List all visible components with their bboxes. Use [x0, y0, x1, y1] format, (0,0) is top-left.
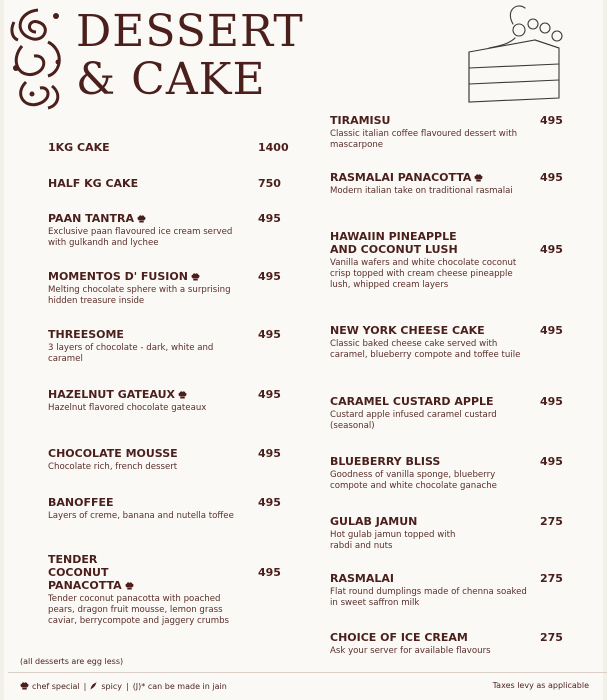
- chef-hat-icon: [474, 174, 483, 182]
- item-price: 495: [258, 496, 281, 509]
- item-price: 495: [540, 171, 563, 184]
- menu-item: [48, 388, 318, 414]
- item-description: Hot gulab jamun topped with rabdi and nuts: [330, 530, 456, 551]
- item-price: 495: [540, 395, 563, 408]
- item-price: 275: [540, 572, 563, 585]
- item-description: Vanilla wafers and white chocolate coconut crisp topped with cream cheese pineapple lush, whipped cream layers: [330, 258, 517, 290]
- item-description: Ask your server for available flavours: [330, 646, 491, 656]
- item-price: 495: [540, 324, 563, 337]
- item-price: 495: [258, 388, 281, 401]
- item-description: Hazelnut flavored chocolate gateaux: [48, 403, 207, 413]
- footer-divider: [8, 672, 607, 673]
- item-price: 750: [258, 177, 281, 190]
- item-name: BLUEBERRY BLISS: [330, 455, 441, 468]
- item-description: Goodness of vanilla sponge, blueberry compote and white chocolate ganache: [330, 470, 497, 491]
- item-description: Exclusive paan flavoured ice cream served with gulkandh and lychee: [48, 227, 233, 248]
- item-name: RASMALAI: [330, 572, 394, 585]
- menu-item: [48, 270, 318, 307]
- ornament-icon: [8, 2, 66, 112]
- item-description: Classic baked cheese cake served with caramel, blueberry compote and toffee tuile: [330, 339, 521, 360]
- menu-item: [48, 177, 318, 190]
- item-description: Chocolate rich, french dessert: [48, 462, 178, 472]
- item-name: MOMENTOS D' FUSION: [48, 270, 188, 283]
- menu-item: [330, 230, 600, 291]
- item-name: CHOICE OF ICE CREAM: [330, 631, 468, 644]
- item-price: 495: [258, 566, 281, 579]
- item-description: Layers of creme, banana and nutella toffee: [48, 511, 234, 521]
- item-description: 3 layers of chocolate - dark, white and caramel: [48, 343, 214, 364]
- chef-hat-icon: [20, 682, 29, 690]
- menu-item: [48, 328, 318, 365]
- menu-item: [48, 212, 318, 249]
- egg-less-note: (all desserts are egg less): [20, 657, 124, 666]
- item-description: Melting chocolate sphere with a surprising hidden treasure inside: [48, 285, 231, 306]
- menu-item: [330, 515, 600, 552]
- taxes-note: Taxes levy as applicable: [492, 681, 589, 690]
- item-name: 1KG CAKE: [48, 141, 110, 154]
- item-price: 495: [258, 447, 281, 460]
- item-name: NEW YORK CHEESE CAKE: [330, 324, 485, 337]
- item-name: TIRAMISU: [330, 114, 391, 127]
- item-price: 495: [540, 455, 563, 468]
- menu-item: [330, 395, 600, 432]
- item-price: 495: [540, 243, 563, 256]
- menu-item: [330, 114, 600, 151]
- item-name: HAWAIIN PINEAPPLE AND COCONUT LUSH: [330, 230, 458, 256]
- cake-slice-icon: [459, 0, 577, 112]
- item-name: PAAN TANTRA: [48, 212, 134, 225]
- chili-icon: [90, 681, 98, 690]
- menu-item: [48, 496, 318, 522]
- legend-jain: (J)* can be made in jain: [132, 682, 227, 691]
- item-name: CARAMEL CUSTARD APPLE: [330, 395, 494, 408]
- chef-hat-icon: [125, 582, 134, 590]
- menu-page: [4, 0, 603, 700]
- menu-item: [330, 171, 600, 197]
- item-name: GULAB JAMUN: [330, 515, 418, 528]
- title-line-1: DESSERT: [76, 6, 304, 57]
- item-name: HAZELNUT GATEAUX: [48, 388, 175, 401]
- item-description: Flat round dumplings made of chenna soaked in sweet saffron milk: [330, 587, 527, 608]
- item-name: THREESOME: [48, 328, 124, 341]
- menu-item: [330, 455, 600, 492]
- item-price: 495: [258, 212, 281, 225]
- chef-hat-icon: [137, 215, 146, 223]
- legend-spicy: spicy: [101, 682, 122, 691]
- menu-item: [330, 631, 600, 657]
- menu-item: [48, 553, 318, 627]
- item-description: Tender coconut panacotta with poached pears, dragon fruit mousse, lemon grass caviar, berrycompote and jaggery crumbs: [48, 594, 230, 626]
- item-price: 495: [258, 270, 281, 283]
- menu-item: [330, 324, 600, 361]
- item-name: HALF KG CAKE: [48, 177, 139, 190]
- item-price: 275: [540, 631, 563, 644]
- item-price: 275: [540, 515, 563, 528]
- chef-hat-icon: [178, 391, 187, 399]
- chef-hat-icon: [191, 273, 200, 281]
- item-description: Modern italian take on traditional rasmalai: [330, 186, 513, 196]
- item-name: TENDER COCONUT PANACOTTA: [48, 553, 122, 592]
- menu-item: [48, 447, 318, 473]
- page-title: [76, 8, 304, 104]
- item-name: RASMALAI PANACOTTA: [330, 171, 472, 184]
- legend: chef special | spicy | (J)* can be made in jain: [20, 681, 227, 691]
- item-price: 1400: [258, 141, 289, 154]
- legend-chef-special: chef special: [32, 682, 80, 691]
- menu-item: [48, 141, 318, 154]
- title-line-2: & CAKE: [76, 54, 266, 105]
- item-name: BANOFFEE: [48, 496, 114, 509]
- item-price: 495: [258, 328, 281, 341]
- item-price: 495: [540, 114, 563, 127]
- item-description: Custard apple infused caramel custard (seasonal): [330, 410, 497, 431]
- menu-item: [330, 572, 600, 609]
- item-name: CHOCOLATE MOUSSE: [48, 447, 178, 460]
- item-description: Classic italian coffee flavoured dessert with mascarpone: [330, 129, 518, 150]
